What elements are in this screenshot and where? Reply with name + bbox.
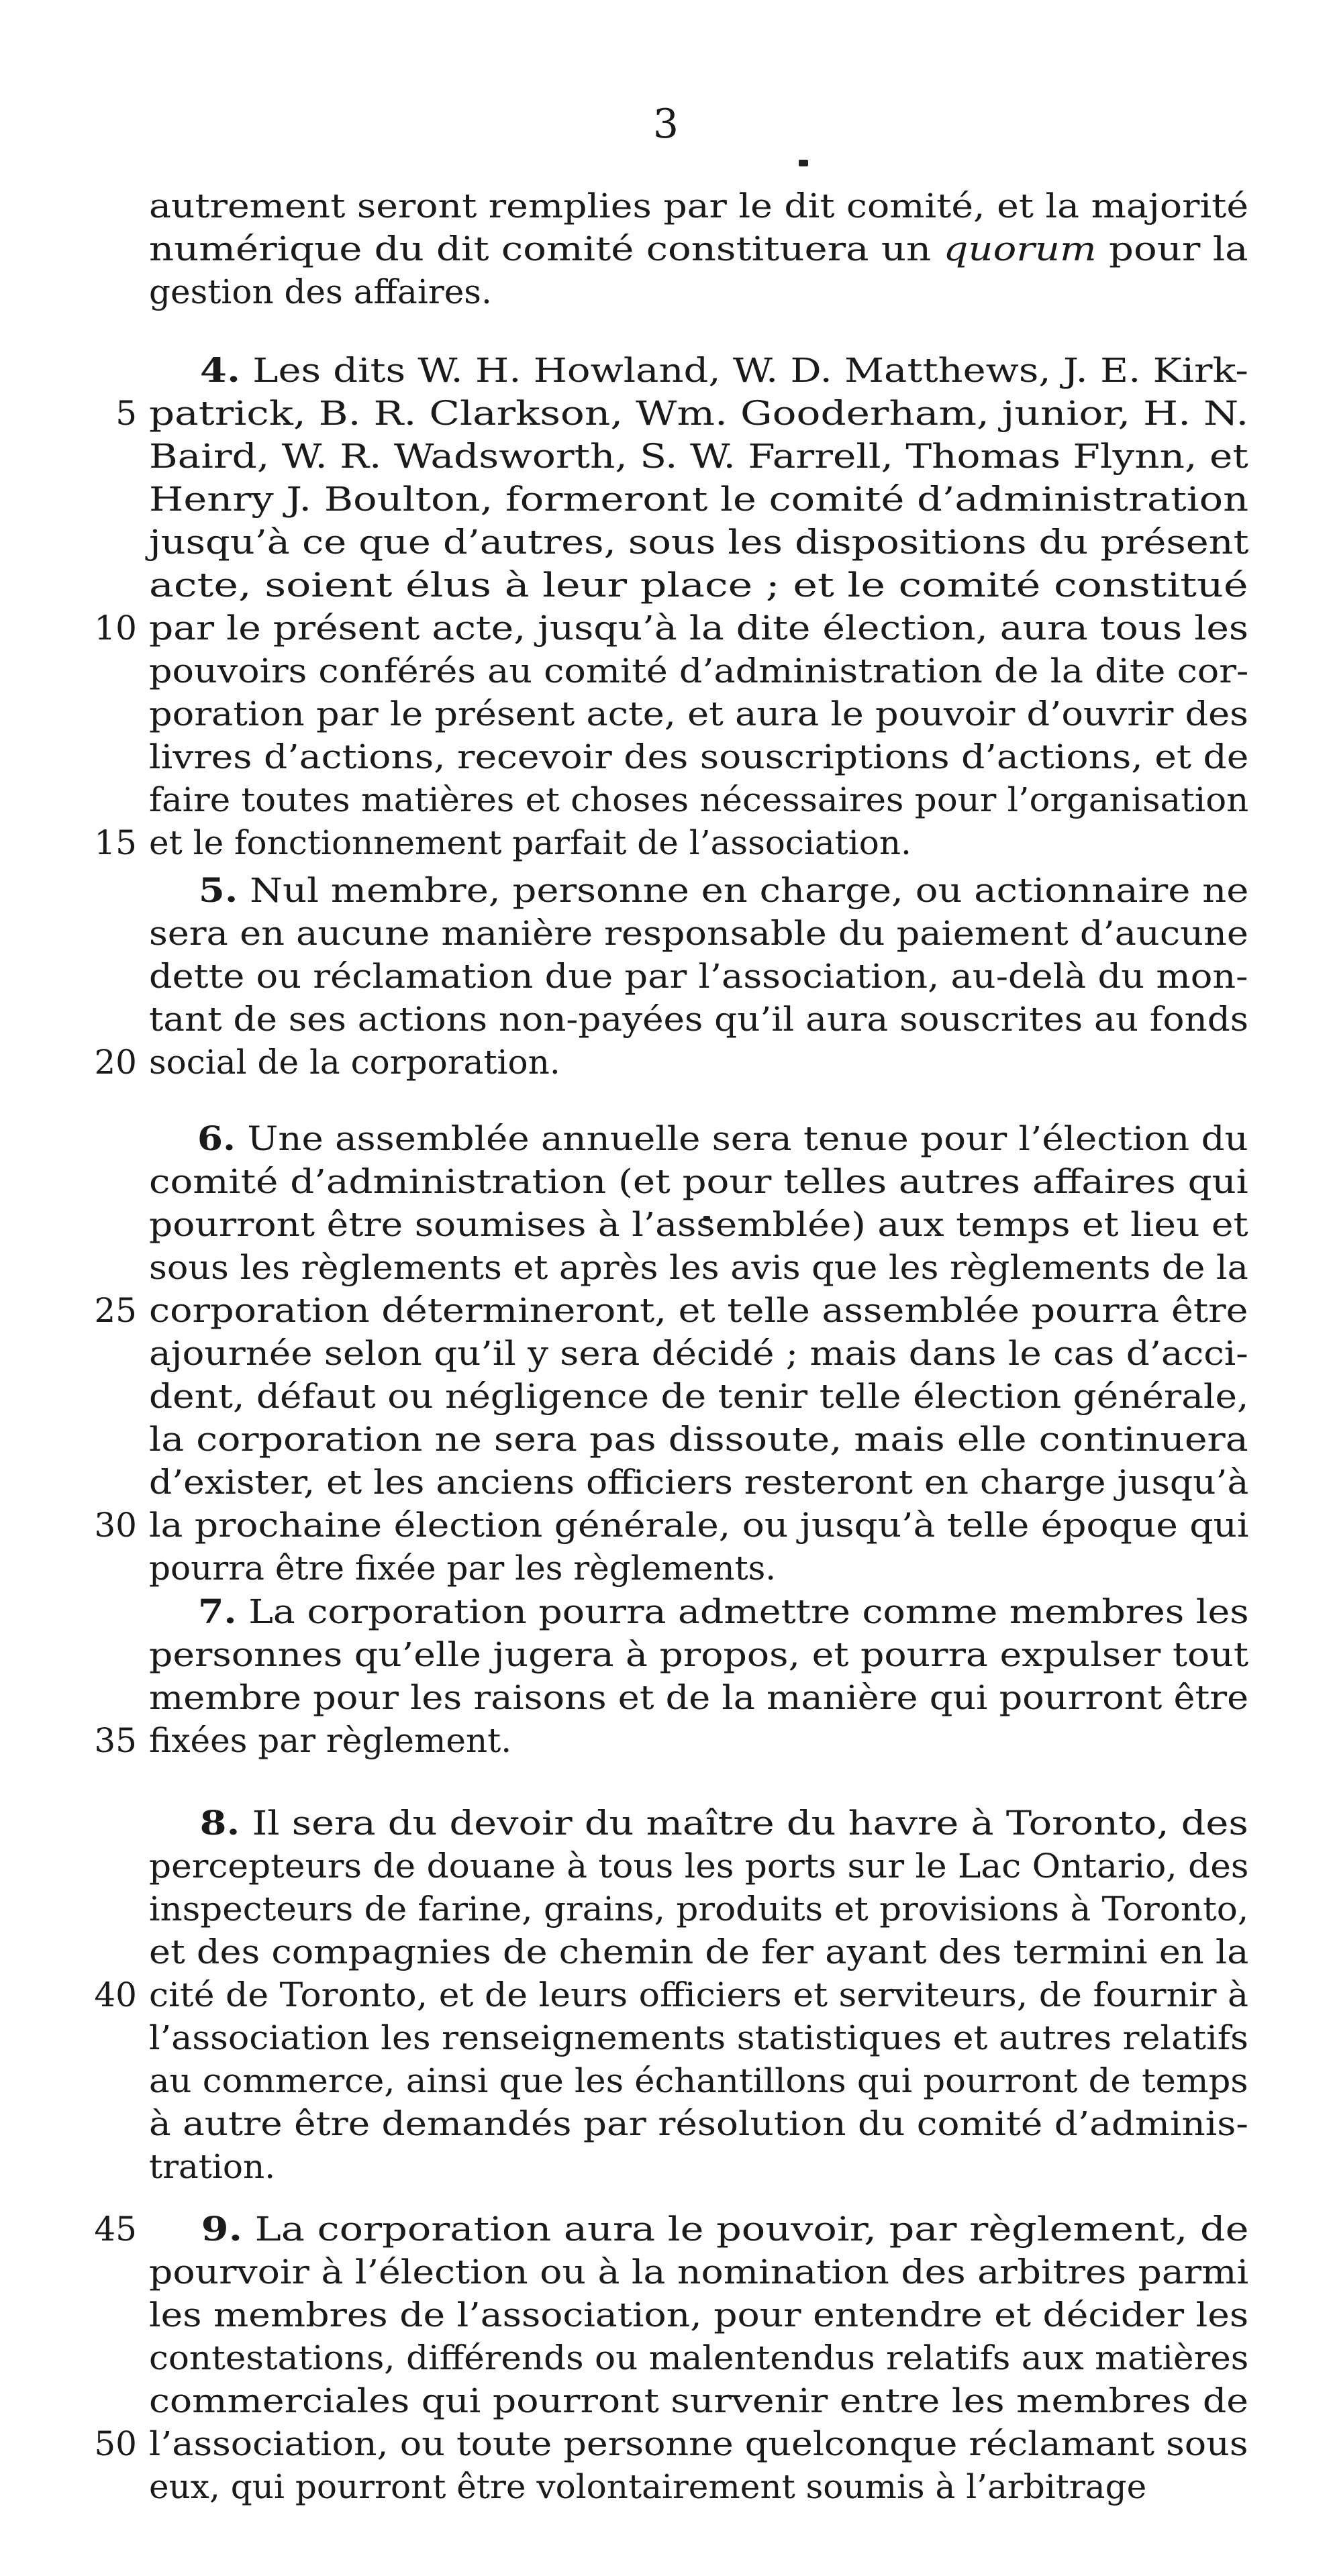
line-content: social de la corporation. — [149, 1043, 560, 1082]
line-text — [149, 1930, 1248, 1973]
line-text — [149, 1375, 1248, 1418]
line-text — [149, 1117, 1248, 1160]
line-content: Henry J. Boulton, formeront le comité d’administration — [149, 480, 1249, 519]
line-text — [149, 650, 1248, 692]
line-content: comité d’administration (et pour telles autres affaires qui — [149, 1162, 1248, 1201]
paragraph — [149, 1590, 1248, 1762]
line-text — [149, 478, 1248, 521]
text-line — [149, 998, 1248, 1041]
paragraph — [149, 1802, 1248, 2188]
line-number: 50 — [94, 2424, 137, 2463]
line-text — [149, 1289, 1248, 1332]
text-line — [149, 227, 1248, 270]
line-content: l’association les renseignements statistiques et autres relatifs — [149, 2018, 1248, 2057]
line-content: percepteurs de douane à tous les ports sur le Lac Ontario, des — [149, 1847, 1249, 1886]
text-line — [149, 2059, 1248, 2102]
line-text — [149, 2208, 1248, 2251]
text-line — [149, 1041, 1248, 1084]
text-line — [149, 912, 1248, 955]
line-content: faire toutes matières et choses nécessaires pour l’organisation — [149, 780, 1249, 819]
line-text — [149, 2379, 1248, 2422]
line-content: Baird, W. R. Wadsworth, S. W. Farrell, Thomas Flynn, et — [149, 437, 1248, 476]
line-number: 10 — [94, 609, 137, 648]
line-text — [149, 1973, 1248, 2016]
line-text — [149, 1418, 1248, 1461]
text-line — [149, 1719, 1248, 1762]
line-text — [149, 1461, 1248, 1504]
line-text — [149, 227, 1248, 270]
line-content: patrick, B. R. Clarkson, Wm. Gooderham, junior, H. N. — [149, 394, 1249, 433]
text-line — [149, 1246, 1248, 1289]
line-content: et le fonctionnement parfait de l’association. — [149, 823, 911, 862]
line-content: par le présent acte, jusqu’à la dite élection, aura tous les — [149, 609, 1248, 648]
line-content: dent, défaut ou négligence de tenir telle élection générale, — [149, 1377, 1249, 1416]
line-text — [149, 270, 492, 313]
line-content: Il sera du devoir du maître du havre à Toronto, des — [252, 1804, 1248, 1843]
line-number: 15 — [94, 823, 137, 862]
line-number: 25 — [94, 1291, 137, 1330]
line-content: autrement seront remplies par le dit comité, et la majorité — [149, 187, 1249, 225]
line-content: inspecteurs de farine, grains, produits et provisions à Toronto, — [149, 1890, 1249, 1928]
text-line — [149, 2379, 1248, 2422]
line-content: sera en aucune manière responsable du paiement d’aucune — [149, 914, 1248, 953]
line-text — [149, 2294, 1248, 2336]
line-content: fixées par règlement. — [149, 1721, 512, 1760]
section-number: 8. — [199, 1803, 240, 1843]
text-line — [149, 185, 1248, 227]
text-line — [149, 564, 1248, 607]
text-line — [149, 392, 1248, 435]
line-text — [149, 607, 1248, 650]
line-content: corporation détermineront, et telle assemblée pourra être — [149, 1291, 1248, 1330]
text-line — [149, 1375, 1248, 1418]
line-text — [149, 1719, 511, 1762]
text-line — [149, 2465, 1248, 2508]
line-text — [149, 2059, 1248, 2102]
text-line — [149, 1461, 1248, 1504]
text-line — [149, 692, 1248, 735]
line-content: commerciales qui pourront survenir entre les membres de — [149, 2381, 1248, 2420]
text-line — [149, 1418, 1248, 1461]
line-text — [149, 2145, 275, 2188]
line-text — [149, 821, 911, 864]
print-speck — [799, 160, 808, 166]
line-content: jusqu’à ce que d’autres, sous les dispositions du présent — [149, 523, 1249, 562]
line-text — [149, 1203, 1248, 1246]
line-text — [149, 1888, 1248, 1930]
line-content: la prochaine élection générale, ou jusqu’à telle époque qui — [149, 1506, 1249, 1545]
text-line — [149, 1590, 1248, 1633]
line-text — [149, 349, 1248, 392]
line-content: sous les règlements et après les avis que les règlements de la — [149, 1248, 1248, 1287]
text-line — [149, 1845, 1248, 1888]
text-line — [149, 2336, 1248, 2379]
line-text — [149, 392, 1248, 435]
line-text — [149, 2016, 1248, 2059]
text-line — [149, 1332, 1248, 1375]
text-line — [149, 1633, 1248, 1676]
line-number: 30 — [94, 1506, 137, 1545]
text-line — [149, 821, 1248, 864]
line-text — [149, 2102, 1248, 2145]
line-text — [149, 1633, 1248, 1676]
text-line — [149, 1117, 1248, 1160]
section-number: 4. — [199, 350, 240, 390]
line-content: Nul membre, personne en charge, ou actionnaire ne — [250, 871, 1249, 910]
line-text — [149, 2251, 1248, 2294]
line-text — [149, 1160, 1248, 1203]
section-number: 9. — [201, 2209, 243, 2249]
line-text — [149, 564, 1248, 607]
line-text — [149, 2422, 1248, 2465]
text-line — [149, 478, 1248, 521]
paragraph — [149, 2208, 1248, 2508]
line-text — [149, 2465, 1146, 2508]
line-content: tant de ses actions non-payées qu’il aura souscrites au fonds — [149, 1000, 1249, 1039]
text-line — [149, 521, 1248, 564]
line-text — [149, 435, 1248, 478]
text-line — [149, 1504, 1248, 1547]
line-content: personnes qu’elle jugera à propos, et pourra expulser tout — [149, 1635, 1249, 1674]
line-number: 35 — [94, 1721, 137, 1760]
line-content: l’association, ou toute personne quelconque réclamant sous — [149, 2424, 1248, 2463]
line-content: Les dits W. H. Howland, W. D. Matthews, J. E. Kirk- — [252, 351, 1248, 390]
line-content: livres d’actions, recevoir des souscriptions d’actions, et de — [149, 737, 1249, 776]
line-content: la corporation ne sera pas dissoute, mais elle continuera — [149, 1420, 1248, 1459]
text-line — [149, 2294, 1248, 2336]
text-line — [149, 607, 1248, 650]
section-number: 6. — [197, 1119, 236, 1158]
text-line — [149, 869, 1248, 912]
line-content: Une assemblée annuelle sera tenue pour l’élection du — [247, 1119, 1248, 1158]
line-text — [149, 955, 1248, 998]
line-text — [149, 778, 1248, 821]
line-content: tration. — [149, 2147, 276, 2186]
line-content: les membres de l’association, pour entendre et décider les — [149, 2296, 1249, 2334]
line-text — [149, 735, 1248, 778]
line-text — [149, 692, 1248, 735]
text-line — [149, 1203, 1248, 1246]
text-line — [149, 2251, 1248, 2294]
text-line — [149, 778, 1248, 821]
line-content: d’exister, et les anciens officiers resteront en charge jusqu’à — [149, 1463, 1249, 1502]
line-content: contestations, différends ou malentendus relatifs aux matières — [149, 2338, 1249, 2377]
latin-term: quorum — [943, 229, 1097, 268]
line-text — [149, 1547, 776, 1590]
text-line — [149, 270, 1248, 313]
text-line — [149, 1973, 1248, 2016]
line-text — [149, 1845, 1248, 1888]
text-line — [149, 650, 1248, 692]
text-line — [149, 1930, 1248, 1973]
page-number: 3 — [652, 101, 681, 148]
text-line — [149, 2422, 1248, 2465]
line-number: 40 — [94, 1975, 137, 2014]
line-text — [149, 912, 1248, 955]
text-line — [149, 1160, 1248, 1203]
text-line — [149, 1676, 1248, 1719]
line-content: cité de Toronto, et de leurs officiers et serviteurs, de fournir à — [149, 1975, 1249, 2014]
line-text — [149, 1504, 1249, 1547]
text-line — [149, 435, 1248, 478]
line-text — [149, 185, 1248, 227]
line-content: numérique du dit comité constituera un quorum pour la — [149, 229, 1248, 268]
line-content: acte, soient élus à leur place ; et le comité constitué — [149, 566, 1248, 605]
line-content: à autre être demandés par résolution du comité d’adminis- — [149, 2104, 1248, 2143]
paragraph — [149, 185, 1248, 313]
line-content: La corporation pourra admettre comme membres les — [248, 1592, 1249, 1631]
line-content: pourront être soumises à l’assemblée) aux temps et lieu et — [149, 1205, 1248, 1244]
line-content: dette ou réclamation due par l’association, au-delà du mon- — [149, 957, 1248, 996]
line-content: poration par le présent acte, et aura le pouvoir d’ouvrir des — [149, 694, 1248, 733]
paragraph — [149, 349, 1248, 864]
line-number: 45 — [94, 2210, 137, 2249]
line-text — [149, 869, 1248, 912]
line-text — [149, 1590, 1249, 1633]
text-line — [149, 2102, 1248, 2145]
line-number: 20 — [94, 1043, 137, 1082]
text-line — [149, 735, 1248, 778]
line-text — [149, 998, 1248, 1041]
line-text — [149, 2336, 1248, 2379]
line-content: et des compagnies de chemin de fer ayant des termini en la — [149, 1933, 1249, 1971]
line-content: membre pour les raisons et de la manière qui pourront être — [149, 1678, 1249, 1717]
line-content: pourra être fixée par les règlements. — [149, 1549, 777, 1588]
text-line — [149, 955, 1248, 998]
text-line — [149, 1547, 1248, 1590]
line-text — [149, 1041, 560, 1084]
line-text — [149, 521, 1249, 564]
text-line — [149, 1888, 1248, 1930]
paragraph — [149, 869, 1248, 1084]
text-line — [149, 2145, 1248, 2188]
section-number: 7. — [197, 1592, 237, 1631]
line-content: pourvoir à l’élection ou à la nomination des arbitres parmi — [149, 2253, 1249, 2291]
text-line — [149, 349, 1248, 392]
line-content: La corporation aura le pouvoir, par règlement, de — [254, 2210, 1249, 2249]
line-text — [149, 1246, 1248, 1289]
text-line — [149, 1802, 1248, 1845]
paragraph — [149, 1117, 1248, 1590]
text-line — [149, 1289, 1248, 1332]
text-line — [149, 2016, 1248, 2059]
line-content: ajournée selon qu’il y sera décidé ; mais dans le cas d’acci- — [149, 1334, 1248, 1373]
line-number: 5 — [115, 394, 137, 433]
line-text — [149, 1802, 1248, 1845]
line-content: gestion des affaires. — [149, 272, 492, 311]
text-line — [149, 2208, 1248, 2251]
line-text — [149, 1676, 1248, 1719]
section-number: 5. — [198, 870, 238, 910]
line-content: eux, qui pourront être volontairement soumis à l’arbitrage — [149, 2467, 1147, 2506]
line-text — [149, 1332, 1248, 1375]
line-content: pouvoirs conférés au comité d’administration de la dite cor- — [149, 652, 1249, 690]
line-content: au commerce, ainsi que les échantillons qui pourront de temps — [149, 2061, 1248, 2100]
